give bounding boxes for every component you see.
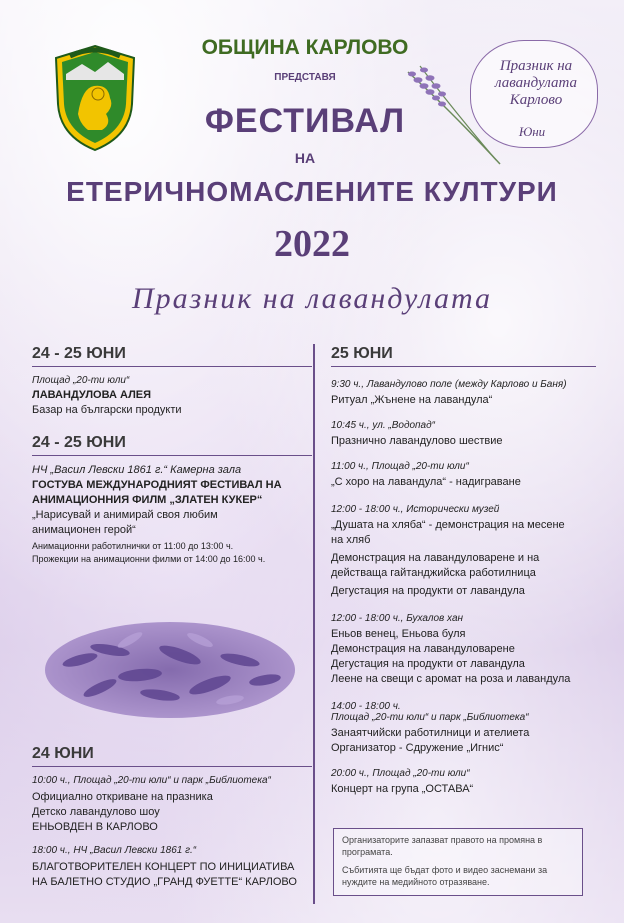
event-3-location: 11:00 ч., Площад „20-ти юли“ bbox=[331, 461, 469, 472]
left-block-1 bbox=[32, 345, 307, 418]
block1-date: 24 - 25 ЮНИ bbox=[32, 345, 126, 362]
event-6-line1: Занаятчийски работилници и ателиета bbox=[331, 727, 530, 739]
left-block-2 bbox=[32, 434, 307, 566]
badge-month: Юни bbox=[518, 124, 546, 139]
block3-location1: 10:00 ч., Площад „20-ти юли“ и парк „Библиотека“ bbox=[32, 775, 271, 786]
event-3 bbox=[331, 461, 601, 490]
event-5-line4: Леене на свещи с аромат на роза и лавандула bbox=[331, 673, 571, 685]
of-label: НА bbox=[294, 150, 316, 166]
event-4-line4: действаща гайтанджийска работилница bbox=[331, 567, 536, 579]
block3-date: 24 ЮНИ bbox=[32, 745, 94, 762]
event-4-line5: Дегустация на продукти от лавандула bbox=[331, 585, 525, 597]
block2-underline bbox=[32, 455, 312, 456]
festival-subtitle: Празник на лавандулата bbox=[131, 282, 493, 315]
block2-small2: Прожекции на анимационни филми от 14:00 до 16:00 ч. bbox=[32, 554, 266, 564]
block1-text: Базар на български продукти bbox=[32, 404, 182, 416]
event-5-line3: Дегустация на продукти от лавандула bbox=[331, 658, 525, 670]
crops-heading: ЕТЕРИЧНОМАСЛЕНИТЕ КУЛТУРИ bbox=[66, 176, 558, 207]
disclaimer-box bbox=[333, 828, 583, 896]
event-4-line3: Демонстрация на лавандуловарене и на bbox=[331, 552, 540, 564]
block3-line2: Детско лавандулово шоу bbox=[32, 806, 160, 818]
right-date: 25 ЮНИ bbox=[331, 345, 393, 362]
event-5-line2: Демонстрация на лавандуловарене bbox=[331, 643, 515, 655]
event-6 bbox=[331, 701, 601, 756]
left-block-3 bbox=[32, 745, 307, 890]
block2-small1: Анимационни работилнички от 11:00 до 13:00 ч. bbox=[32, 541, 234, 551]
event-7 bbox=[331, 768, 601, 797]
block1-underline bbox=[32, 366, 312, 367]
event-6-line2: Организатор - Сдружение „Игнис“ bbox=[331, 742, 504, 754]
disclaimer-line1: Организаторите запазват правото на промяна в програмата. bbox=[342, 835, 543, 857]
block3-line1: Официално откриване на празника bbox=[32, 791, 213, 803]
event-6-location: 14:00 - 18:00 ч. bbox=[331, 701, 401, 712]
block2-text2: анимационен герой“ bbox=[32, 524, 136, 536]
event-5-line1: Еньов венец, Еньова буля bbox=[331, 628, 466, 640]
event-1 bbox=[331, 379, 601, 408]
right-column bbox=[331, 345, 601, 797]
presents-label: ПРЕДСТАВЯ bbox=[274, 72, 336, 83]
event-3-line1: „С хоро на лавандула“ - надиграване bbox=[331, 476, 521, 488]
block3-line3: ЕНЬОВДЕН В КАРЛОВО bbox=[32, 821, 158, 833]
block2-title2: АНИМАЦИОННИЯ ФИЛМ „ЗЛАТЕН КУКЕР“ bbox=[32, 494, 263, 506]
block2-date: 24 - 25 ЮНИ bbox=[32, 434, 126, 451]
event-4-line1: „Душата на хляба“ - демонстрация на месене bbox=[331, 519, 565, 531]
block2-text1: „Нарисувай и анимирай своя любим bbox=[32, 509, 218, 521]
event-4 bbox=[331, 504, 601, 599]
right-underline bbox=[331, 366, 596, 367]
year-heading: 2022 bbox=[274, 223, 350, 265]
block3-underline bbox=[32, 766, 312, 767]
event-7-location: 20:00 ч., Площад „20-ти юли“ bbox=[331, 768, 470, 779]
event-1-line1: Ритуал „Жънене на лавандула“ bbox=[331, 394, 493, 406]
event-1-location: 9:30 ч., Лавандулово поле (между Карлово и Баня) bbox=[331, 379, 567, 390]
event-6-location2: Площад „20-ти юли“ и парк „Библиотека“ bbox=[331, 712, 529, 723]
event-5-location: 12:00 - 18:00 ч., Бухалов хан bbox=[331, 613, 464, 624]
event-4-location: 12:00 - 18:00 ч., Исторически музей bbox=[331, 504, 500, 515]
column-divider bbox=[313, 344, 315, 904]
event-2 bbox=[331, 420, 601, 449]
badge-text bbox=[474, 58, 598, 109]
block3-location2: 18:00 ч., НЧ „Васил Левски 1861 г.“ bbox=[32, 845, 197, 856]
badge-line3: Карлово bbox=[509, 92, 563, 108]
badge-line2: лавандулата bbox=[495, 75, 577, 91]
event-2-line1: Празнично лавандулово шествие bbox=[331, 435, 503, 447]
event-5 bbox=[331, 613, 601, 687]
event-4-line2: на хляб bbox=[331, 534, 371, 546]
block2-location: НЧ „Васил Левски 1861 г.“ Камерна зала bbox=[32, 464, 242, 476]
block1-location: Площад „20-ти юли“ bbox=[32, 375, 130, 386]
block3-line5: НА БАЛЕТНО СТУДИО „ГРАНД ФУЕТТЕ“ КАРЛОВО bbox=[32, 876, 297, 888]
lavender-bouquet-image bbox=[40, 600, 300, 730]
disclaimer-line2: Събитията ще бъдат фото и видео заснемани за нуждите на медийното отразяване. bbox=[342, 865, 548, 887]
municipality-name: ОБЩИНА КАРЛОВО bbox=[201, 36, 409, 59]
municipality-crest-icon bbox=[52, 44, 138, 152]
badge-line1: Празник на bbox=[499, 58, 573, 74]
block2-title1: ГОСТУВА МЕЖДУНАРОДНИЯТ ФЕСТИВАЛ НА bbox=[32, 479, 282, 491]
block3-line4: БЛАГОТВОРИТЕЛЕН КОНЦЕРТ ПО ИНИЦИАТИВА bbox=[32, 861, 295, 873]
event-2-location: 10:45 ч., ул. „Водопад“ bbox=[331, 420, 435, 431]
event-7-line1: Концерт на група „ОСТАВА“ bbox=[331, 783, 474, 795]
festival-heading: ФЕСТИВАЛ bbox=[204, 102, 406, 140]
block1-title: ЛАВАНДУЛОВА АЛЕЯ bbox=[32, 389, 152, 401]
